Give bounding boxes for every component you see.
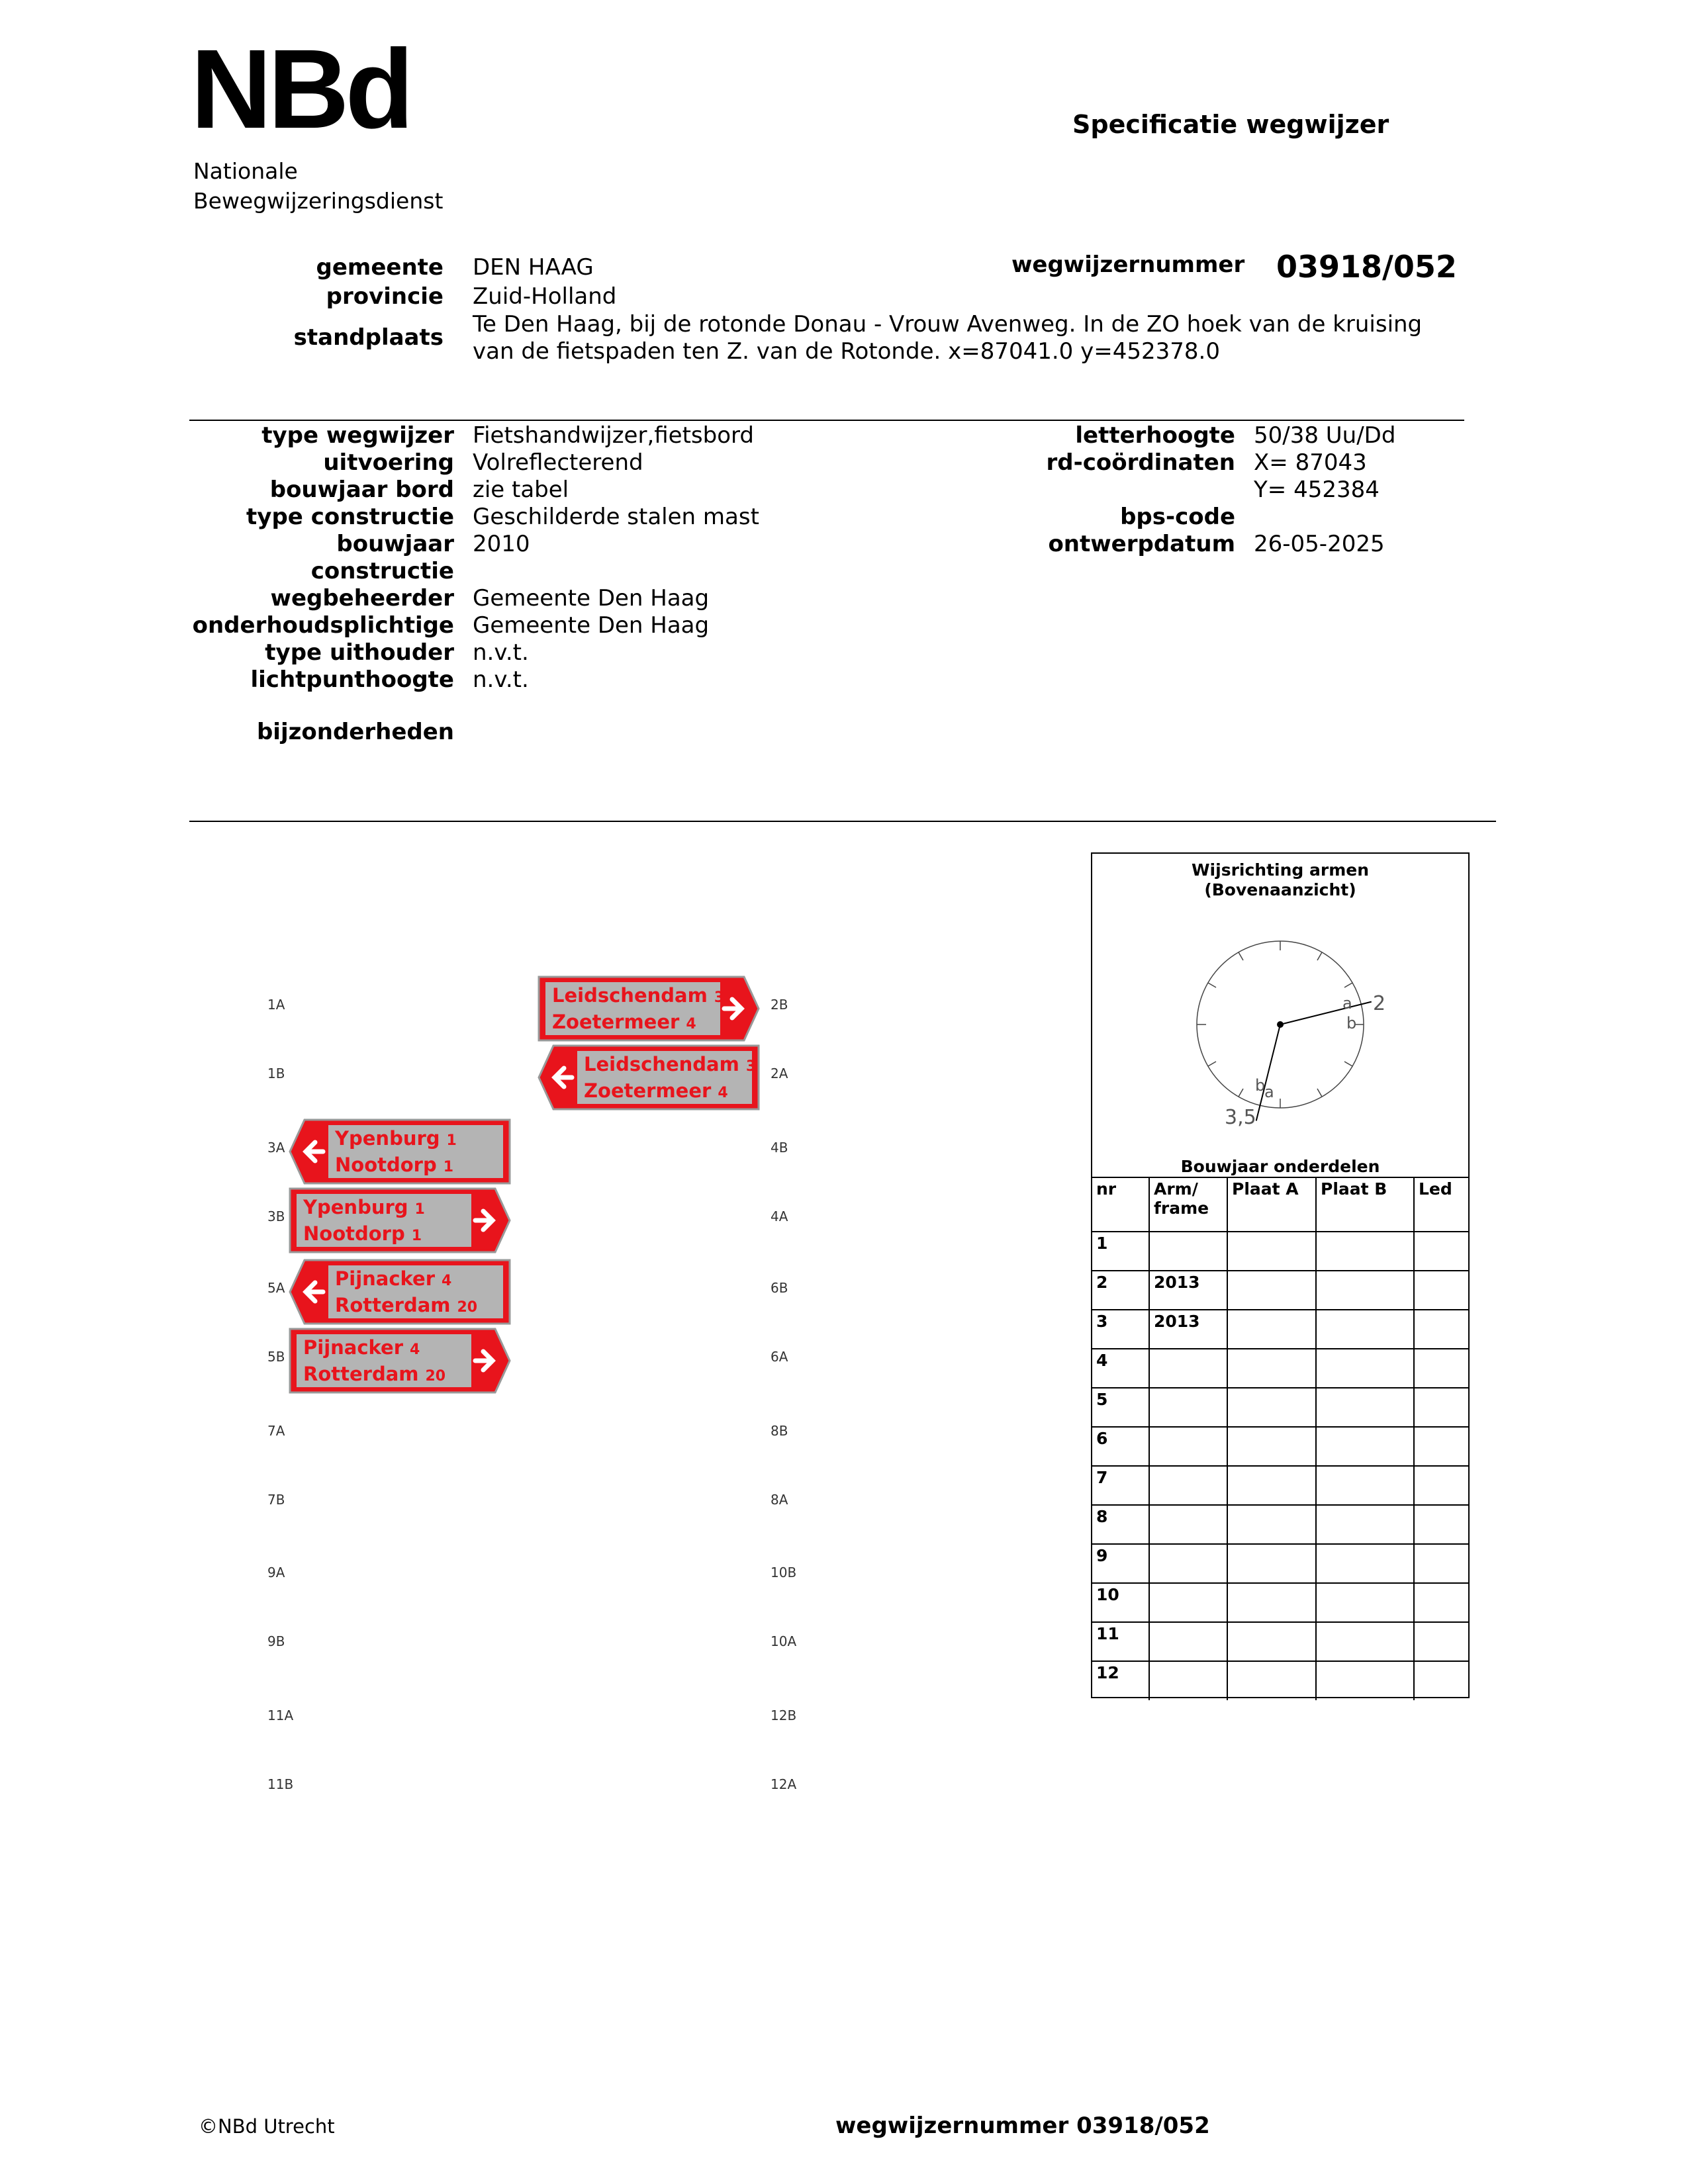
table-cell — [1227, 1349, 1316, 1388]
sign-destination-name: Zoetermeer — [584, 1079, 712, 1102]
sign-distance: 4 — [718, 1085, 728, 1101]
table-cell: 9 — [1092, 1544, 1149, 1583]
compass-tick — [1344, 1062, 1352, 1066]
slot-label: 5B — [267, 1349, 285, 1365]
table-cell — [1316, 1232, 1414, 1271]
detail-label: rd-coördinaten — [1046, 449, 1235, 476]
compass-tick — [1208, 983, 1216, 987]
table-cell — [1149, 1427, 1227, 1466]
detail-label: onderhoudsplichtige — [192, 612, 454, 639]
detail-label: constructie — [310, 558, 454, 584]
table-cell: 2013 — [1149, 1310, 1227, 1349]
detail-value — [1254, 504, 1395, 531]
table-row — [1092, 1232, 1468, 1271]
table-row — [1092, 1661, 1468, 1700]
compass-title-1: Wijsrichting armen — [1191, 860, 1370, 880]
logo-line-2: Bewegwijzeringsdienst — [193, 188, 444, 214]
sign-plate — [287, 1117, 512, 1186]
arm-2-label: 2 — [1373, 992, 1386, 1015]
details-labels-left — [189, 422, 454, 694]
table-header-cell: Led — [1414, 1177, 1468, 1232]
sign-destination — [552, 1011, 696, 1033]
table-cell — [1227, 1388, 1316, 1427]
provincie-value: Zuid-Holland — [473, 283, 617, 310]
slot-label: 12B — [771, 1707, 797, 1723]
compass-tick — [1317, 952, 1322, 960]
arm-3-5-label: 3,5 — [1225, 1106, 1256, 1129]
table-header-cell: Plaat B — [1316, 1177, 1414, 1232]
table-cell — [1316, 1661, 1414, 1700]
wegwijzernummer-value: 03918/052 — [1276, 249, 1457, 285]
table-cell — [1227, 1583, 1316, 1622]
table-cell: 6 — [1092, 1427, 1149, 1466]
table-cell — [1316, 1544, 1414, 1583]
table-row — [1092, 1505, 1468, 1544]
arm-2-side-a: a — [1342, 994, 1352, 1013]
table-cell — [1316, 1622, 1414, 1661]
table-cell — [1149, 1466, 1227, 1505]
table-row — [1092, 1622, 1468, 1661]
document-title: Specificatie wegwijzer — [1072, 110, 1389, 139]
detail-value — [473, 558, 759, 585]
sign-distance: 4 — [686, 1016, 696, 1032]
sign-destination-name: Zoetermeer — [552, 1011, 680, 1033]
table-cell: 11 — [1092, 1622, 1149, 1661]
table-cell — [1316, 1505, 1414, 1544]
slot-label: 6B — [771, 1280, 788, 1296]
slot-label: 2B — [771, 997, 788, 1013]
table-cell — [1227, 1544, 1316, 1583]
standplaats-line-2: van de fietspaden ten Z. van de Rotonde. x=87041.0 y=452378.0 — [473, 338, 1220, 365]
compass-title-2: (Bovenaanzicht) — [1204, 880, 1356, 899]
sign-destination-name: Rotterdam — [335, 1294, 451, 1316]
table-cell: 5 — [1092, 1388, 1149, 1427]
table-header-cell: nr — [1092, 1177, 1149, 1232]
table-cell — [1316, 1388, 1414, 1427]
slot-label: 8B — [771, 1423, 788, 1439]
details-values-right — [1254, 422, 1395, 558]
sign-plate — [287, 1326, 512, 1395]
sign-distance: 4 — [410, 1342, 420, 1358]
slot-label: 9A — [267, 1565, 285, 1580]
sign-distance: 20 — [425, 1368, 446, 1385]
sign-destination-name: Rotterdam — [303, 1363, 419, 1385]
detail-label: lichtpunthoogte — [250, 666, 454, 693]
detail-value: zie tabel — [473, 477, 569, 503]
sign-distance: 4 — [442, 1273, 452, 1289]
sign-destination-name: Leidschendam — [552, 984, 708, 1007]
table-cell — [1316, 1349, 1414, 1388]
detail-value: 26-05-2025 — [1254, 531, 1385, 557]
slot-label: 7B — [267, 1492, 285, 1508]
table-cell — [1414, 1427, 1468, 1466]
table-cell: 2013 — [1149, 1271, 1227, 1310]
table-header-cell: Arm/ frame — [1149, 1177, 1227, 1232]
table-cell — [1414, 1349, 1468, 1388]
sign-destination-name: Nootdorp — [335, 1154, 437, 1176]
detail-value: Volreflecterend — [473, 449, 643, 476]
details-values-left — [473, 422, 759, 694]
compass-tick — [1239, 952, 1243, 960]
table-cell — [1414, 1271, 1468, 1310]
logo-subtitle — [193, 156, 443, 216]
slot-label: 11A — [267, 1707, 294, 1723]
build-year-table — [1092, 1177, 1468, 1700]
footer-sign-number: wegwijzernummer 03918/052 — [835, 2113, 1210, 2139]
table-row — [1092, 1349, 1468, 1388]
detail-label: type uithouder — [265, 639, 454, 666]
detail-value: X= 87043 — [1254, 449, 1367, 476]
table-cell — [1414, 1388, 1468, 1427]
sign-distance: 1 — [414, 1201, 425, 1218]
slot-label: 4B — [771, 1140, 788, 1156]
sign-plate — [536, 1043, 761, 1112]
table-cell — [1149, 1349, 1227, 1388]
table-cell — [1227, 1661, 1316, 1700]
table-cell — [1414, 1661, 1468, 1700]
table-cell — [1149, 1622, 1227, 1661]
sign-plate — [287, 1257, 512, 1326]
detail-value: Fietshandwijzer,fietsbord — [473, 422, 754, 449]
detail-value: Gemeente Den Haag — [473, 612, 710, 639]
slot-label: 11B — [267, 1776, 294, 1792]
slot-label: 2A — [771, 1066, 788, 1081]
compass-arm — [1280, 1002, 1372, 1024]
table-header-cell: Plaat A — [1227, 1177, 1316, 1232]
sign-destination — [303, 1222, 422, 1245]
sign-destination — [335, 1267, 451, 1290]
table-cell: 4 — [1092, 1349, 1149, 1388]
table-row — [1092, 1310, 1468, 1349]
sign-destination — [303, 1336, 420, 1359]
table-cell — [1227, 1466, 1316, 1505]
arm-direction-panel — [1091, 852, 1470, 1698]
table-cell — [1227, 1505, 1316, 1544]
logo-line-1: Nationale — [193, 158, 298, 184]
table-cell — [1414, 1544, 1468, 1583]
table-cell — [1316, 1271, 1414, 1310]
sign-plate — [536, 974, 761, 1043]
detail-value: 2010 — [473, 531, 530, 557]
sign-distance: 1 — [443, 1159, 454, 1175]
slot-label: 1B — [267, 1066, 285, 1081]
table-cell — [1227, 1271, 1316, 1310]
detail-label: type constructie — [246, 504, 454, 530]
table-cell: 10 — [1092, 1583, 1149, 1622]
sign-destination — [303, 1196, 425, 1218]
sign-destination-name: Pijnacker — [303, 1336, 404, 1359]
table-row — [1092, 1271, 1468, 1310]
compass-tick — [1344, 983, 1352, 987]
table-cell — [1227, 1622, 1316, 1661]
slot-label: 3A — [267, 1140, 285, 1156]
compass-tick — [1208, 1062, 1216, 1066]
compass-tick — [1317, 1089, 1322, 1097]
arm-2-side-b: b — [1346, 1014, 1357, 1032]
standplaats-value — [473, 311, 1422, 365]
slot-label: 4A — [771, 1208, 788, 1224]
slot-label: 7A — [267, 1423, 285, 1439]
table-cell — [1149, 1388, 1227, 1427]
table-cell — [1316, 1583, 1414, 1622]
sign-destination-name: Pijnacker — [335, 1267, 436, 1290]
table-cell: 2 — [1092, 1271, 1149, 1310]
table-cell — [1414, 1466, 1468, 1505]
detail-label — [980, 477, 1235, 504]
build-table-header — [1092, 1177, 1468, 1232]
standplaats-label: standplaats — [293, 324, 444, 351]
detail-label: bouwjaar bord — [269, 477, 454, 503]
slot-label: 10B — [771, 1565, 797, 1580]
gemeente-label: gemeente — [316, 254, 444, 281]
detail-label: bps-code — [1120, 504, 1235, 530]
table-row — [1092, 1544, 1468, 1583]
divider-bottom — [189, 821, 1496, 822]
table-cell: 3 — [1092, 1310, 1149, 1349]
sign-destination — [584, 1053, 756, 1075]
gemeente-value: DEN HAAG — [473, 254, 594, 281]
table-cell: 12 — [1092, 1661, 1149, 1700]
compass-tick — [1239, 1089, 1243, 1097]
details-labels-right — [980, 422, 1235, 558]
table-row — [1092, 1388, 1468, 1427]
table-cell — [1227, 1427, 1316, 1466]
sign-destination — [584, 1079, 728, 1102]
nbd-logo: NBd — [191, 26, 410, 152]
table-cell: 8 — [1092, 1505, 1149, 1544]
detail-label: ontwerpdatum — [1048, 531, 1235, 557]
slot-label: 12A — [771, 1776, 797, 1792]
bijzonderheden-label: bijzonderheden — [256, 719, 454, 745]
slot-label: 1A — [267, 997, 285, 1013]
detail-value: Gemeente Den Haag — [473, 585, 710, 612]
table-cell — [1316, 1310, 1414, 1349]
table-cell — [1227, 1310, 1316, 1349]
slot-label: 6A — [771, 1349, 788, 1365]
sign-distance: 3 — [714, 989, 725, 1006]
compass-arm — [1256, 1024, 1280, 1121]
table-cell: 7 — [1092, 1466, 1149, 1505]
wegwijzernummer-label: wegwijzernummer — [1011, 251, 1245, 278]
compass-diagram — [1092, 854, 1468, 1171]
detail-value: n.v.t. — [473, 639, 529, 666]
table-cell — [1149, 1583, 1227, 1622]
slot-label: 9B — [267, 1633, 285, 1649]
standplaats-line-1: Te Den Haag, bij de rotonde Donau - Vrouw Avenweg. In de ZO hoek van de kruising — [473, 311, 1423, 338]
table-row — [1092, 1466, 1468, 1505]
detail-value: n.v.t. — [473, 666, 529, 693]
detail-label: uitvoering — [323, 449, 454, 476]
divider-top — [189, 420, 1464, 421]
slot-label: 8A — [771, 1492, 788, 1508]
sign-destination — [335, 1154, 453, 1176]
arm-3-5-side-b: b — [1255, 1076, 1266, 1095]
table-cell — [1414, 1505, 1468, 1544]
slot-label: 3B — [267, 1208, 285, 1224]
sign-destination-name: Ypenburg — [303, 1196, 408, 1218]
sign-distance: 3 — [745, 1058, 757, 1075]
detail-label: wegbeheerder — [270, 585, 454, 612]
table-cell — [1414, 1232, 1468, 1271]
table-cell — [1414, 1310, 1468, 1349]
detail-label: type wegwijzer — [261, 422, 454, 449]
table-cell — [1227, 1232, 1316, 1271]
sign-destination — [552, 984, 724, 1007]
table-cell — [1149, 1544, 1227, 1583]
table-cell — [1149, 1232, 1227, 1271]
sign-destination-name: Leidschendam — [584, 1053, 739, 1075]
build-table-body — [1092, 1232, 1468, 1700]
table-cell — [1414, 1583, 1468, 1622]
table-cell: 1 — [1092, 1232, 1149, 1271]
build-table-title: Bouwjaar onderdelen — [1180, 1157, 1380, 1176]
table-row — [1092, 1583, 1468, 1622]
detail-label: letterhoogte — [1075, 422, 1235, 449]
table-cell — [1316, 1427, 1414, 1466]
arm-3-5-side-a: a — [1264, 1083, 1274, 1101]
sign-destination-name: Nootdorp — [303, 1222, 405, 1245]
sign-distance: 1 — [446, 1132, 457, 1149]
detail-value: Y= 452384 — [1254, 477, 1380, 503]
detail-value: 50/38 Uu/Dd — [1254, 422, 1396, 449]
sign-distance: 1 — [411, 1228, 422, 1244]
table-row — [1092, 1427, 1468, 1466]
table-cell — [1149, 1505, 1227, 1544]
detail-value: Geschilderde stalen mast — [473, 504, 759, 530]
provincie-label: provincie — [326, 283, 444, 310]
copyright: ©NBd Utrecht — [199, 2115, 335, 2138]
table-cell — [1316, 1466, 1414, 1505]
sign-destination-name: Ypenburg — [335, 1127, 440, 1150]
sign-distance: 20 — [457, 1299, 478, 1316]
slot-label: 10A — [771, 1633, 797, 1649]
slot-label: 5A — [267, 1280, 285, 1296]
sign-destination — [334, 1127, 457, 1150]
table-cell — [1149, 1661, 1227, 1700]
sign-plate — [287, 1186, 512, 1255]
detail-label: bouwjaar — [336, 531, 454, 557]
table-cell — [1414, 1622, 1468, 1661]
